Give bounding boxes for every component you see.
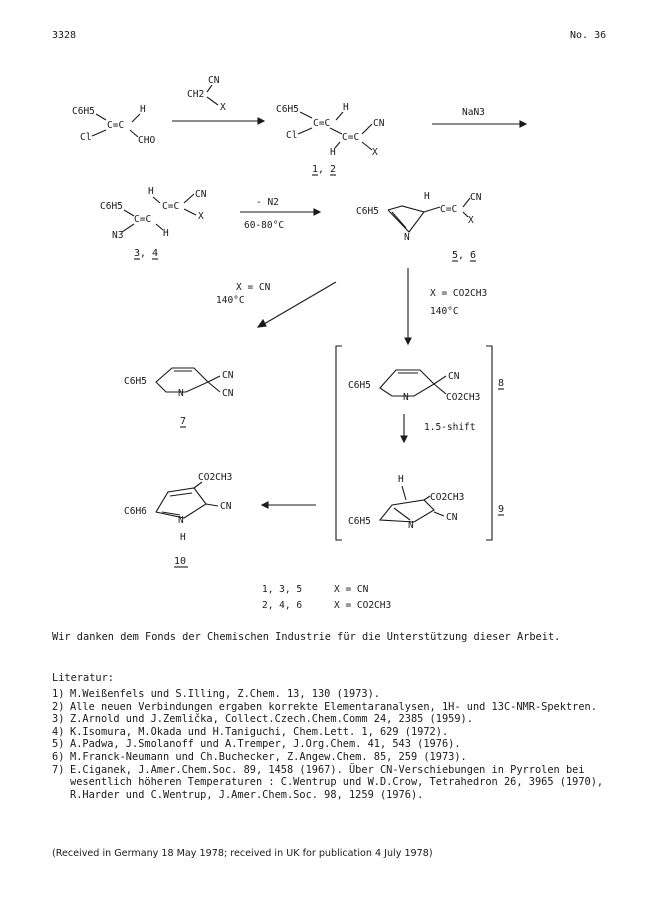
x-substituent: X xyxy=(198,211,204,222)
compound-label: 7 xyxy=(180,416,187,427)
chloro-label: Cl xyxy=(80,132,92,143)
alkene-label: C=C xyxy=(134,214,152,225)
nitrile-label: CN xyxy=(195,189,207,200)
reagent-x: X xyxy=(220,102,226,113)
alkene-label: C=C xyxy=(342,132,360,143)
hydrogen-label: H xyxy=(343,102,349,113)
chloro-label: Cl xyxy=(286,130,298,141)
ester-label: CO2CH3 xyxy=(446,392,481,403)
reference-list xyxy=(52,688,632,801)
nitrile-label: CN xyxy=(446,512,458,523)
compound-label: 3, 4 xyxy=(134,248,159,259)
nitrogen-label: N xyxy=(408,520,414,531)
alkene-label: C=C xyxy=(107,120,125,131)
x-substituent: X xyxy=(372,147,378,158)
nitrile-label: CN xyxy=(470,192,482,203)
nitrile-label: CN xyxy=(222,388,234,399)
branch-left-condition: X = CN xyxy=(236,282,271,293)
legend-definition-1: X = CN xyxy=(334,584,369,595)
hydrogen-label: H xyxy=(398,474,404,485)
reagent-cn: CN xyxy=(208,75,220,86)
aldehyde-label: CHO xyxy=(138,135,156,146)
compound-label: 1, 2 xyxy=(312,164,337,175)
hydrogen-label: H xyxy=(163,228,169,239)
reference-number: 6) xyxy=(52,750,65,763)
nitrile-label: CN xyxy=(373,118,385,129)
phenyl-label: C6H5 xyxy=(356,206,379,217)
phenyl-label: C6H5 xyxy=(72,106,95,117)
reference-item xyxy=(52,738,632,751)
reference-text: M.Weißenfels und S.Illing, Z.Chem. 13, 130 (1973). xyxy=(70,688,380,700)
phenyl-label: C6H5 xyxy=(276,104,299,115)
product-10 xyxy=(124,472,232,567)
reference-number: 2) xyxy=(52,700,65,713)
product-5-6 xyxy=(356,191,482,261)
temperature-label: 60-80°C xyxy=(244,220,285,231)
alkene-label: C=C xyxy=(162,201,180,212)
intermediate-8 xyxy=(348,370,504,403)
ester-label: CO2CH3 xyxy=(198,472,233,483)
hydrogen-label: H xyxy=(148,186,154,197)
hydrogen-label: H xyxy=(140,104,146,115)
reference-text: Z.Arnold und J.Zemlička, Collect.Czech.Chem.Comm 24, 2385 (1959). xyxy=(70,713,473,726)
shift-label: 1.5-shift xyxy=(424,422,476,433)
legend-compounds-2: 2, 4, 6 xyxy=(262,600,303,611)
reference-text: K.Isomura, M.Okada und H.Taniguchi, Chem.Lett. 1, 629 (1972). xyxy=(70,725,449,738)
compound-label: 5, 6 xyxy=(452,250,477,261)
alkene-label: C=C xyxy=(440,204,458,215)
arrow-left-branch xyxy=(264,282,336,324)
product-1-2 xyxy=(276,102,385,175)
reference-number: 4) xyxy=(52,725,65,738)
reagent-minus-n2: - N2 xyxy=(256,197,279,208)
x-substituent: X xyxy=(468,215,474,226)
legend-definition-2: X = CO2CH3 xyxy=(334,600,392,611)
reference-number: 5) xyxy=(52,738,65,751)
hydrogen-label: H xyxy=(330,147,336,158)
literature-heading: Literatur: xyxy=(52,672,114,684)
phenyl-label: C6H5 xyxy=(348,380,371,391)
reagent-ch2: CH2 xyxy=(187,89,205,100)
legend-compounds-1: 1, 3, 5 xyxy=(262,584,303,595)
nitrogen-label: N xyxy=(404,232,410,243)
reference-text: M.Franck-Neumann und Ch.Buchecker, Z.Angew.Chem. 85, 259 (1973). xyxy=(70,750,467,763)
page-number: 3328 xyxy=(52,30,77,41)
branch-right-condition: X = CO2CH3 xyxy=(430,288,488,299)
compound-label: 9 xyxy=(498,504,505,515)
alkene-label: C=C xyxy=(313,118,331,129)
reagent-nan3: NaN3 xyxy=(462,107,485,118)
hydrogen-label: H xyxy=(424,191,430,202)
reference-item xyxy=(52,688,632,701)
reference-text: E.Ciganek, J.Amer.Chem.Soc. 89, 1458 (1967). Über CN-Verschiebungen in Pyrrolen bei wesentlich höheren Temperaturen : C.Wentrup und W.D.Crow, Tetrahedron 26, 3965 (1970), R.Harder und C.Wentrup, J.Amer.Chem.Soc. 98, 1259 (1976). xyxy=(70,763,604,801)
issue-number: No. 36 xyxy=(570,30,607,41)
product-3-4 xyxy=(100,186,207,259)
phenyl-label: C6H6 xyxy=(124,506,147,517)
reference-item xyxy=(52,751,632,764)
start-material xyxy=(72,104,155,146)
compound-label: 10 xyxy=(174,556,187,567)
ester-label: CO2CH3 xyxy=(430,492,465,503)
nitrile-label: CN xyxy=(220,501,232,512)
received-note: (Received in Germany 18 May 1978; received in UK for publication 4 July 1978) xyxy=(52,848,433,859)
reference-text: A.Padwa, J.Smolanoff und A.Tremper, J.Org.Chem. 41, 543 (1976). xyxy=(70,738,461,751)
intermediate-9 xyxy=(348,474,504,531)
azide-label: N3 xyxy=(112,230,124,241)
reference-item xyxy=(52,764,632,802)
acknowledgement: Wir danken dem Fonds der Chemischen Industrie für die Unterstützung dieser Arbeit. xyxy=(52,631,561,643)
reference-number: 7) xyxy=(52,763,65,776)
nitrogen-label: N xyxy=(403,392,409,403)
hydrogen-label: H xyxy=(180,532,186,543)
reference-number: 3) xyxy=(52,713,65,726)
reference-item xyxy=(52,726,632,739)
nitrile-label: CN xyxy=(448,371,460,382)
nitrogen-label: N xyxy=(178,515,184,526)
phenyl-label: C6H5 xyxy=(124,376,147,387)
reference-number: 1) xyxy=(52,688,65,700)
product-7 xyxy=(124,368,234,427)
compound-label: 8 xyxy=(498,378,505,389)
reference-item xyxy=(52,701,632,714)
phenyl-label: C6H5 xyxy=(100,201,123,212)
nitrile-label: CN xyxy=(222,370,234,381)
branch-left-temperature: 140°C xyxy=(216,295,245,306)
branch-right-temperature: 140°C xyxy=(430,306,459,317)
phenyl-label: C6H5 xyxy=(348,516,371,527)
nitrogen-label: N xyxy=(178,388,184,399)
reference-text: Alle neuen Verbindungen ergaben korrekte Elementaranalysen, 1H- und 13C-NMR-Spektren. xyxy=(70,700,597,713)
reference-item xyxy=(52,713,632,726)
